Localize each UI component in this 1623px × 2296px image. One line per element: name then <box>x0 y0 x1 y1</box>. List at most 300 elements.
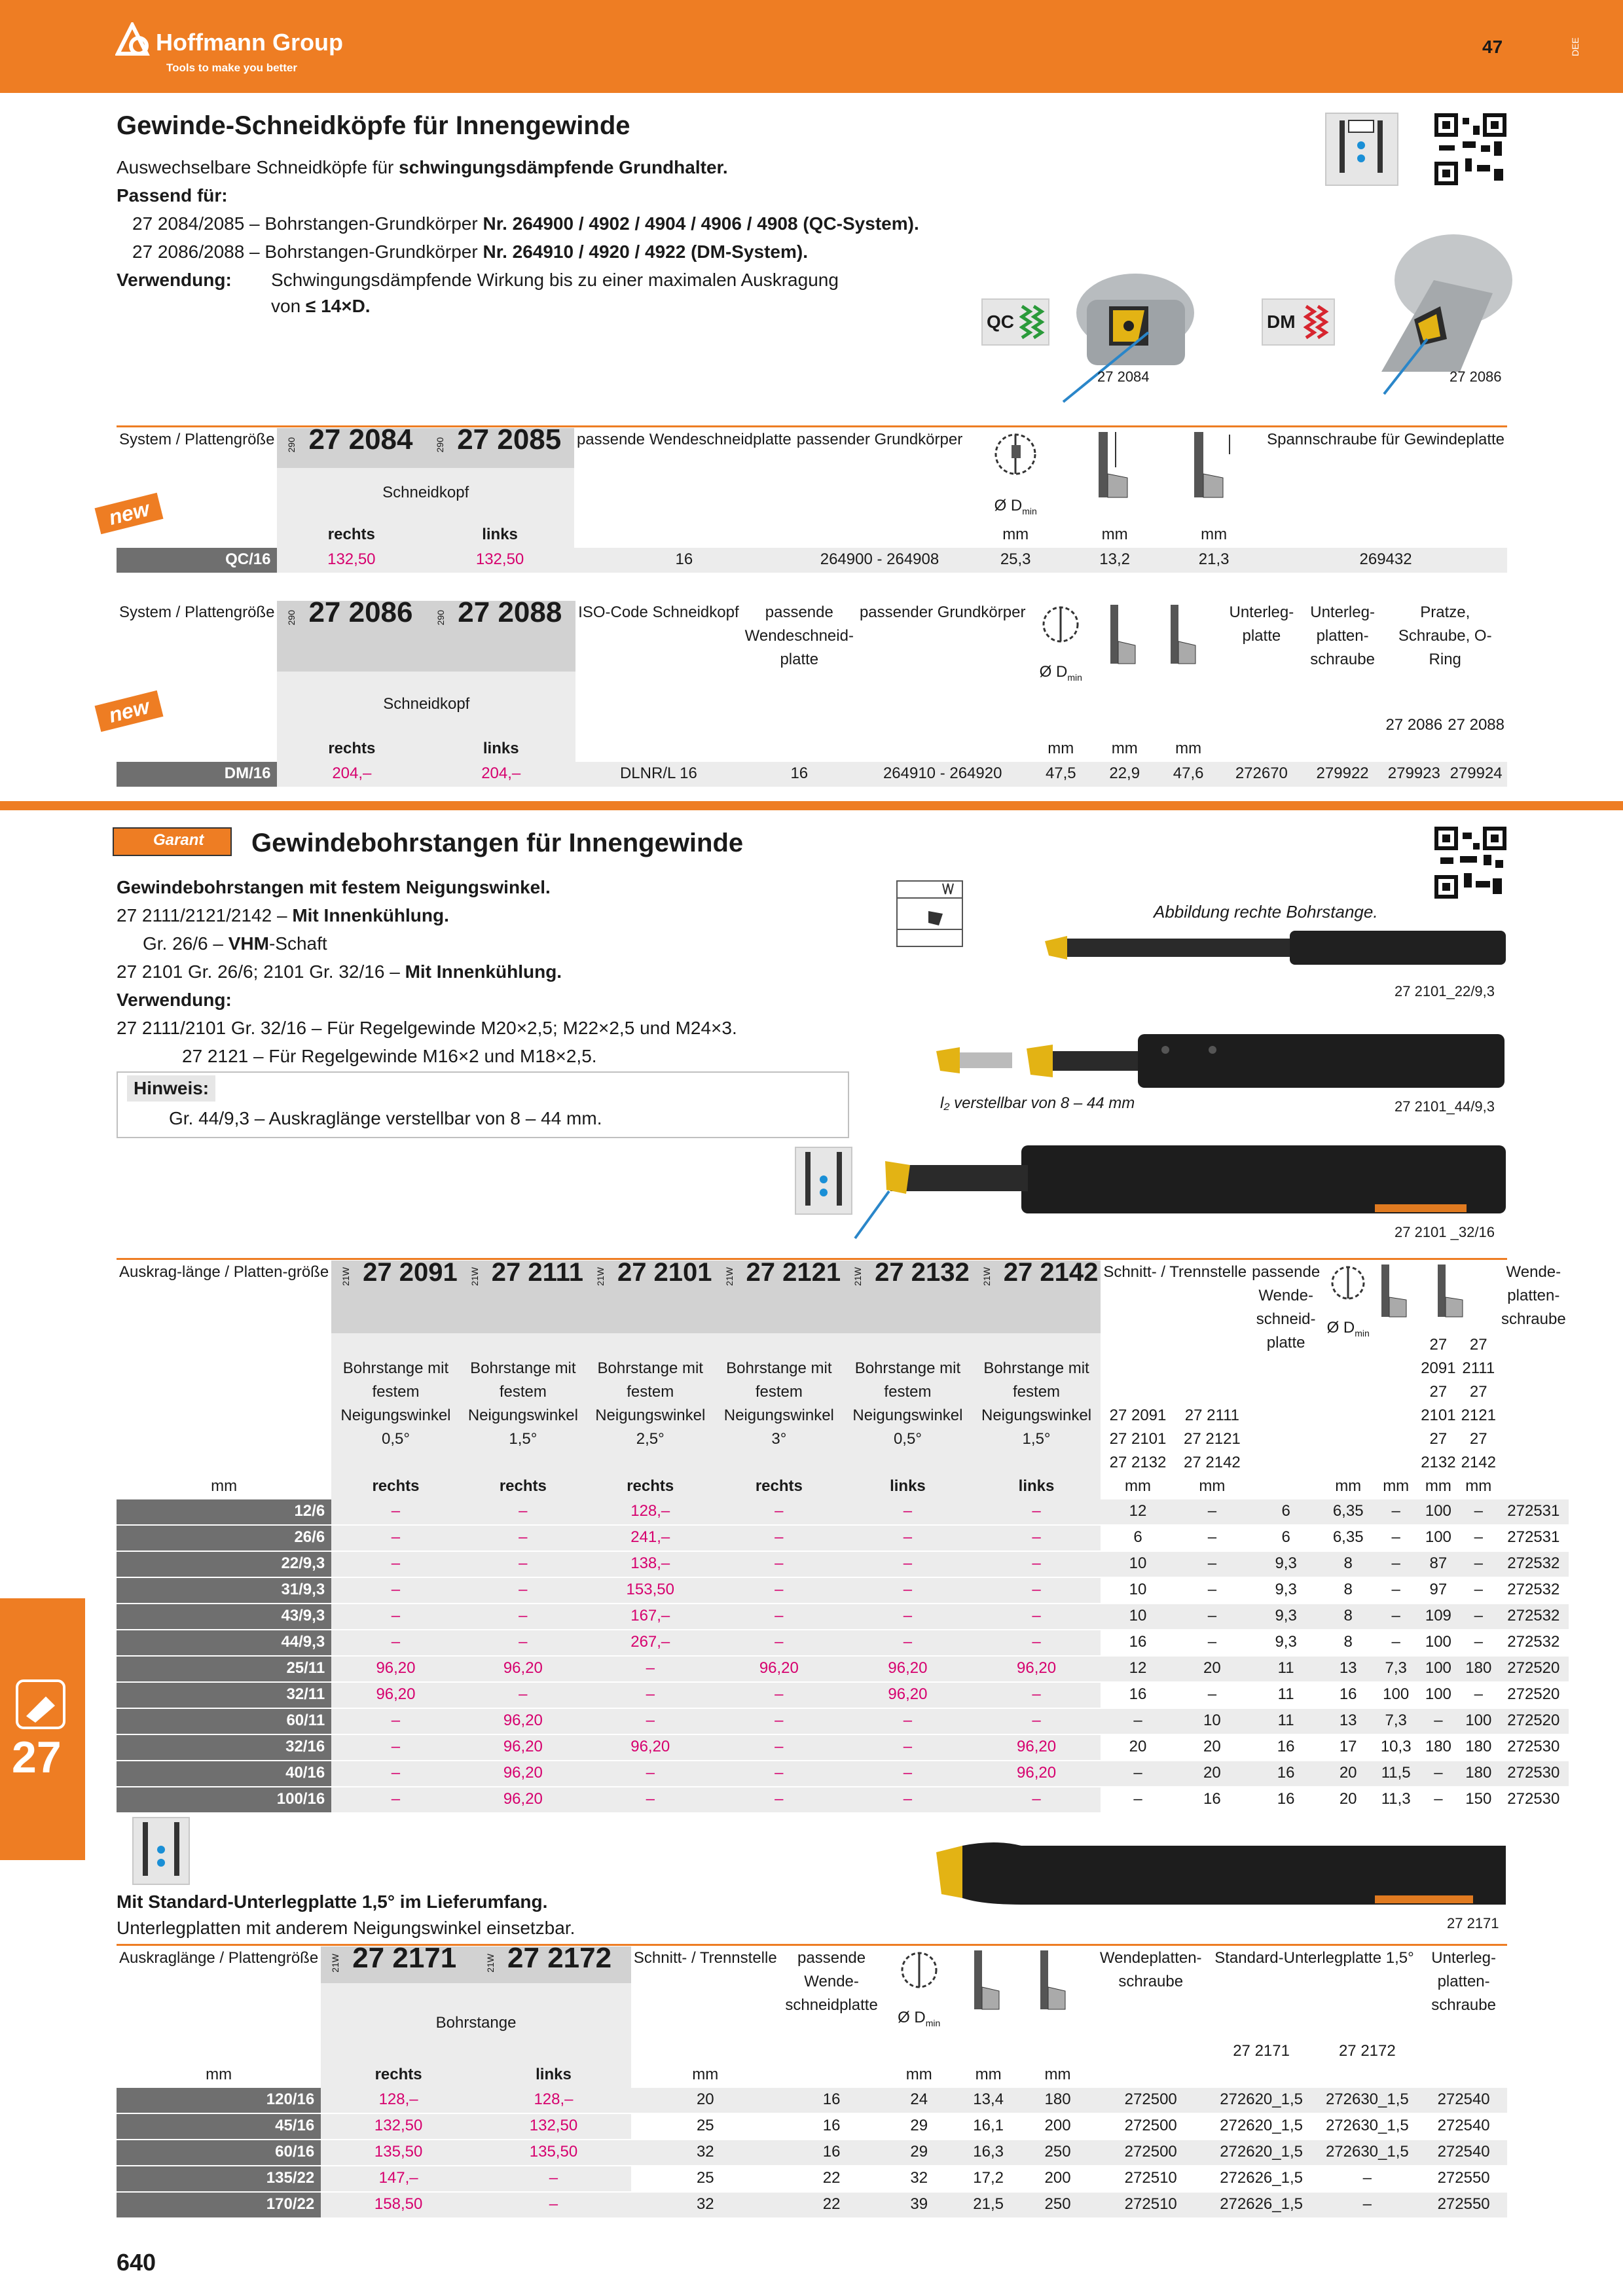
table-cell: 20 <box>1322 1787 1374 1813</box>
table-cell: – <box>1314 2192 1420 2218</box>
table-cell: 16 <box>1175 1787 1249 1813</box>
row-label: 43/9,3 <box>117 1604 331 1630</box>
dim-a-diagram <box>955 1946 1022 2063</box>
unit-mm: mm <box>1175 740 1202 757</box>
section3-divider <box>117 1944 1507 1946</box>
table-cell: 16 <box>780 2113 884 2140</box>
desc-272132: Bohrstange mit festem Neigungswinkel 0,5° <box>843 1333 972 1475</box>
unit-mm: mm <box>1125 1477 1151 1495</box>
table-cell: 100 <box>1418 1682 1458 1708</box>
table-cell: – <box>843 1734 972 1761</box>
table-cell: 12 <box>1101 1499 1175 1525</box>
table-cell: – <box>460 1630 586 1656</box>
image-caption-3: 27 2101 _32/16 <box>1395 1224 1495 1240</box>
art-272132: 21W 27 2132 <box>843 1261 972 1333</box>
unit-mm: mm <box>1048 740 1074 757</box>
table-cell: 272532 <box>1499 1551 1569 1577</box>
col-wps: Wende-platten-schraube <box>1501 1263 1566 1328</box>
table-cell: 180 <box>1459 1734 1499 1761</box>
row-label: 32/16 <box>117 1734 331 1761</box>
table-cell: 128,– <box>476 2088 631 2113</box>
table-cell: 9,3 <box>1249 1551 1322 1577</box>
table-cell: – <box>1314 2166 1420 2192</box>
table-cell: 180 <box>1459 1656 1499 1682</box>
table-cell: – <box>1175 1604 1249 1630</box>
table-cell: – <box>331 1499 460 1525</box>
table-cell: 16 <box>780 2140 884 2166</box>
table-cell: 96,20 <box>460 1708 586 1734</box>
table-cell: 29 <box>884 2140 955 2166</box>
section2-line6: 27 2111/2101 Gr. 32/16 – Für Regelgewinde M20×2,5; M22×2,5 und M24×3. <box>117 1018 737 1038</box>
table-cell: 29 <box>884 2113 955 2140</box>
table-cell: – <box>1374 1525 1418 1551</box>
image-caption-272084: 27 2084 <box>1097 368 1150 385</box>
col-wsp: passende Wendeschneidplatte <box>576 431 792 448</box>
table-row <box>117 2166 1507 2192</box>
rechts-label: rechts <box>277 523 426 548</box>
unit-mm: mm <box>211 1477 238 1495</box>
table-cell: – <box>331 1577 460 1604</box>
table-cell: – <box>331 1787 460 1813</box>
links-label: links <box>476 2063 631 2088</box>
table-cell: – <box>1175 1682 1249 1708</box>
table-cell: – <box>843 1761 972 1787</box>
table-row <box>117 1525 1569 1551</box>
hinweis-label: Hinweis: <box>127 1075 215 1102</box>
art-272091: 21W 27 2091 <box>331 1261 460 1333</box>
unit-mm: mm <box>1044 2066 1071 2083</box>
table-cell: – <box>972 1577 1101 1604</box>
dim-b-diagram <box>1022 1946 1093 2063</box>
rechts-label: rechts <box>321 2063 476 2088</box>
table-cell: 9,3 <box>1249 1604 1322 1630</box>
section1-verwendung-text2: von ≤ 14×D. <box>271 296 371 316</box>
table-cell: 8 <box>1322 1551 1374 1577</box>
table-cell: – <box>972 1708 1101 1734</box>
hand-label: links <box>972 1475 1101 1499</box>
dm-system-badge: DM <box>1262 298 1335 346</box>
col-first: Auskraglänge / Plattengröße <box>119 1949 319 1967</box>
table-cell: – <box>331 1525 460 1551</box>
table-cell: 96,20 <box>460 1761 586 1787</box>
table-cell: 272530 <box>1499 1787 1569 1813</box>
table-cell: – <box>331 1734 460 1761</box>
table-row <box>117 2113 1507 2140</box>
table-row <box>117 1577 1569 1604</box>
table-cutting-heads-dm <box>117 596 1507 788</box>
col-schnitt: Schnitt- / Trennstelle <box>1103 1263 1247 1281</box>
table-cell: – <box>715 1708 844 1734</box>
links-label: links <box>426 523 574 548</box>
table-cell: 16 <box>1249 1734 1322 1761</box>
sub-a1: 27 2091 27 2101 27 2132 <box>1109 1407 1167 1471</box>
table-cell: – <box>715 1787 844 1813</box>
table-cell: – <box>331 1551 460 1577</box>
art-272171: 21W 27 2171 <box>321 1946 476 1983</box>
coolant-icon <box>132 1817 190 1885</box>
image-caption-2: 27 2101_44/9,3 <box>1395 1098 1495 1115</box>
table-cell: 128,– <box>321 2088 476 2113</box>
row-label: 44/9,3 <box>117 1630 331 1656</box>
table-cell: – <box>331 1630 460 1656</box>
table-cell: 20 <box>631 2088 780 2113</box>
table-cell: 272540 <box>1420 2140 1507 2166</box>
table-boring-bars-272171 <box>117 1942 1507 2219</box>
table-cell: 39 <box>884 2192 955 2218</box>
table-cell: 11 <box>1249 1682 1322 1708</box>
table-cell: – <box>715 1551 844 1577</box>
table-cell: 11 <box>1249 1708 1322 1734</box>
brand-tagline: Tools to make you better <box>166 62 297 74</box>
table-cell: – <box>1101 1761 1175 1787</box>
boring-bar-image-1 <box>1041 922 1512 974</box>
table-cell: 100 <box>1418 1656 1458 1682</box>
table-cell: – <box>972 1787 1101 1813</box>
hinweis-box <box>117 1071 849 1138</box>
table-cell: 11,3 <box>1374 1787 1418 1813</box>
table-row <box>117 1551 1569 1577</box>
table-cell: – <box>460 1525 586 1551</box>
table-cell: 8 <box>1322 1604 1374 1630</box>
col-schnitt: Schnitt- / Trennstelle <box>633 1949 777 1967</box>
row-label: 45/16 <box>117 2113 321 2140</box>
section3-line2: Unterlegplatten mit anderem Neigungswinkel einsetzbar. <box>117 1918 575 1938</box>
table-cell: 20 <box>1175 1734 1249 1761</box>
table-cell: – <box>586 1682 715 1708</box>
table-cell: – <box>972 1551 1101 1577</box>
section1-line1: Auswechselbare Schneidköpfe für schwingungsdämpfende Grundhalter. <box>117 157 728 177</box>
dmin-diagram: Ø $D_{min}$ <box>1322 1261 1374 1475</box>
table-row: DM/16 204,– 204,– DLNR/L 16 16 264910 - 264920 47,5 22,9 47,6 272670 279922 279923 279924 <box>117 762 1507 787</box>
table-cell: 272531 <box>1499 1499 1569 1525</box>
table-cell: 96,20 <box>460 1734 586 1761</box>
table-cell: 21,5 <box>955 2192 1022 2218</box>
table-cell: – <box>715 1525 844 1551</box>
table-row <box>117 2088 1507 2113</box>
garant-badge: Garant <box>113 827 232 856</box>
col-wsp: passende Wende-schneid-platte <box>1252 1263 1321 1352</box>
table-cell: 272630_1,5 <box>1314 2088 1420 2113</box>
sub-272172: 27 2172 <box>1338 2042 1396 2060</box>
table-cell: 100 <box>1418 1525 1458 1551</box>
table-cell: 96,20 <box>972 1656 1101 1682</box>
art-272101: 21W 27 2101 <box>586 1261 715 1333</box>
table-row <box>117 1734 1569 1761</box>
table-cell: – <box>476 2166 631 2192</box>
boring-bar-image-2 <box>928 1025 1518 1097</box>
table-cell: – <box>1418 1761 1458 1787</box>
table-cell: 100 <box>1459 1708 1499 1734</box>
desc-272111: Bohrstange mit festem Neigungswinkel 1,5° <box>460 1333 586 1475</box>
section2-line4: 27 2101 Gr. 26/6; 2101 Gr. 32/16 – Mit Innenkühlung. <box>117 961 562 982</box>
row-label: 100/16 <box>117 1787 331 1813</box>
table-cell: 100 <box>1374 1682 1418 1708</box>
hand-label: rechts <box>460 1475 586 1499</box>
table-row <box>117 1499 1569 1525</box>
table-row <box>117 1708 1569 1734</box>
table-cell: 24 <box>884 2088 955 2113</box>
table-cell: – <box>1459 1499 1499 1525</box>
row-label: 26/6 <box>117 1525 331 1551</box>
table-cell: 272500 <box>1093 2113 1209 2140</box>
dim-a-diagram-icon <box>969 1946 1008 2018</box>
image-caption-top: Abbildung rechte Bohrstange. <box>1154 902 1378 922</box>
table-cell: 20 <box>1175 1656 1249 1682</box>
table-cell: 272620_1,5 <box>1209 2113 1315 2140</box>
page-number-top: 47 <box>1482 37 1503 57</box>
row-label: 25/11 <box>117 1656 331 1682</box>
table-cutting-heads-qc <box>117 423 1507 574</box>
art-272088: 290 27 2088 <box>426 601 575 672</box>
section2-line7: 27 2121 – Für Regelgewinde M16×2 und M18×2,5. <box>182 1046 597 1066</box>
coolant-icon <box>795 1147 852 1215</box>
section2-title: Gewindebohrstangen für Innengewinde <box>251 829 744 857</box>
table-cell: 6,35 <box>1322 1525 1374 1551</box>
table-cell: – <box>1374 1604 1418 1630</box>
table-cell: 97 <box>1418 1577 1458 1604</box>
art-272086: 290 27 2086 <box>277 601 426 672</box>
table-cell: 153,50 <box>586 1577 715 1604</box>
table-cell: 272620_1,5 <box>1209 2140 1315 2166</box>
table-cell: 272540 <box>1420 2088 1507 2113</box>
table-cell: 180 <box>1022 2088 1093 2113</box>
chapter-number: 27 <box>12 1732 62 1782</box>
table-cell: – <box>972 1630 1101 1656</box>
table-cell: 6 <box>1249 1499 1322 1525</box>
unit-mm: mm <box>1465 1477 1492 1495</box>
table-cell: – <box>1418 1708 1458 1734</box>
unit-mm: mm <box>1383 1477 1410 1495</box>
table-cell: 96,20 <box>972 1761 1101 1787</box>
row-label: 32/11 <box>117 1682 331 1708</box>
dmin-diagram: Ø $D_{min}$ <box>1028 601 1093 737</box>
table-cell: 17 <box>1322 1734 1374 1761</box>
table-cell: – <box>715 1734 844 1761</box>
table-cell: 272530 <box>1499 1761 1569 1787</box>
table-cell: 16 <box>780 2088 884 2113</box>
table-cell: 272540 <box>1420 2113 1507 2140</box>
art-272084: 290 27 2084 <box>277 428 426 468</box>
table-cell: – <box>586 1761 715 1787</box>
col-wsp: passende Wendeschneid-platte <box>744 603 854 668</box>
table-cell: – <box>843 1604 972 1630</box>
boring-bar-image-272171 <box>917 1826 1512 1924</box>
hand-label: rechts <box>586 1475 715 1499</box>
table-cell: 272520 <box>1499 1682 1569 1708</box>
table-cell: 8 <box>1322 1577 1374 1604</box>
dmin-diagram-icon <box>1325 1261 1371 1309</box>
table-cell: 128,– <box>586 1499 715 1525</box>
table-cell: – <box>1374 1551 1418 1577</box>
row-label: 60/11 <box>117 1708 331 1734</box>
dmin-diagram-icon <box>896 1946 942 1999</box>
sub-272086: 27 2086 <box>1385 716 1443 734</box>
art-272142: 21W 27 2142 <box>972 1261 1101 1333</box>
table-cell: – <box>843 1551 972 1577</box>
table-cell: – <box>1459 1604 1499 1630</box>
table-cell: 20 <box>1101 1734 1175 1761</box>
table-cell: 272630_1,5 <box>1314 2113 1420 2140</box>
table-cell: 272520 <box>1499 1656 1569 1682</box>
unit-mm: mm <box>692 2066 719 2083</box>
table-cell: 138,– <box>586 1551 715 1577</box>
table-cell: – <box>843 1577 972 1604</box>
table-cell: 135,50 <box>321 2140 476 2166</box>
table-cell: – <box>843 1525 972 1551</box>
col-iso: ISO-Code Schneidkopf <box>578 603 739 621</box>
dim-a-diagram-icon <box>1105 601 1144 673</box>
image-caption-1: 27 2101_22/9,3 <box>1395 983 1495 999</box>
art-272172: 21W 27 2172 <box>476 1946 631 1983</box>
section2-line3: Gr. 26/6 – VHM-Schaft <box>143 933 327 954</box>
table-cell: 16 <box>1322 1682 1374 1708</box>
table-row <box>117 1761 1569 1787</box>
table-cell: – <box>1175 1499 1249 1525</box>
hoffmann-logo-icon <box>115 22 152 56</box>
table-cell: – <box>715 1682 844 1708</box>
table-cell: 272532 <box>1499 1577 1569 1604</box>
section1-verwendung-label: Verwendung: <box>117 270 232 290</box>
row-label: 135/22 <box>117 2166 321 2192</box>
table-cell: 7,3 <box>1374 1656 1418 1682</box>
table-cell: 96,20 <box>843 1656 972 1682</box>
dim-b-diagram-icon <box>1188 428 1240 507</box>
dim-a-diagram <box>1374 1261 1418 1475</box>
table-row <box>117 1787 1569 1813</box>
section1-title: Gewinde-Schneidköpfe für Innengewinde <box>117 111 630 140</box>
table-row <box>117 2140 1507 2166</box>
table-cell: – <box>460 1604 586 1630</box>
col-std: Standard-Unterlegplatte 1,5° <box>1214 1949 1414 1967</box>
col-system: System / Plattengröße <box>119 603 275 621</box>
unit-mm: mm <box>975 2066 1002 2083</box>
table-cell: – <box>1459 1525 1499 1551</box>
unit-mm: mm <box>905 2066 932 2083</box>
table-cell: 132,50 <box>476 2113 631 2140</box>
table-cell: 32 <box>884 2166 955 2192</box>
row-label: 60/16 <box>117 2140 321 2166</box>
col-spann: Spannschraube für Gewindeplatte <box>1267 431 1504 448</box>
dim-b-diagram-icon <box>1035 1946 1081 2018</box>
table-cell: – <box>1459 1551 1499 1577</box>
section3-line1: Mit Standard-Unterlegplatte 1,5° im Lieferumfang. <box>117 1892 548 1912</box>
table-cell: 17,2 <box>955 2166 1022 2192</box>
new-badge: new <box>94 691 163 732</box>
art-272085: 290 27 2085 <box>426 428 574 468</box>
art-272111: 21W 27 2111 <box>460 1261 586 1333</box>
col-ups: Unterleg-platten-schraube <box>1431 1949 1496 2014</box>
table-cell: – <box>1374 1499 1418 1525</box>
dim-b-diagram <box>1156 601 1221 737</box>
l2-adjust-caption: l₂ verstellbar von 8 – 44 mm <box>940 1094 1135 1112</box>
table-cell: – <box>715 1761 844 1787</box>
table-cell: – <box>843 1499 972 1525</box>
table-cell: – <box>715 1604 844 1630</box>
table-cell: 25 <box>631 2166 780 2192</box>
table-cell: 272500 <box>1093 2088 1209 2113</box>
table-cell: – <box>843 1787 972 1813</box>
table-cell: 16 <box>1101 1682 1175 1708</box>
table-cell: 272510 <box>1093 2192 1209 2218</box>
table-row <box>117 1604 1569 1630</box>
row-label: 120/16 <box>117 2088 321 2113</box>
table-cell: 96,20 <box>586 1734 715 1761</box>
table-cell: – <box>331 1708 460 1734</box>
unit-mm: mm <box>1199 1477 1226 1495</box>
col-system: System / Plattengröße <box>119 431 275 448</box>
dmin-diagram-icon <box>1038 601 1084 653</box>
section1-passend1: 27 2084/2085 – Bohrstangen-Grundkörper Nr. 264900 / 4902 / 4904 / 4906 / 4908 (QC-System). <box>132 213 919 234</box>
table-cell: 96,20 <box>843 1682 972 1708</box>
table-cell: – <box>843 1630 972 1656</box>
table-cell: 13 <box>1322 1708 1374 1734</box>
table-cell: 180 <box>1418 1734 1458 1761</box>
table-cell: 272500 <box>1093 2140 1209 2166</box>
schneidkopf-label: Schneidkopf <box>277 672 575 737</box>
bohrstange-label: Bohrstange <box>321 1983 631 2063</box>
table-cell: 10,3 <box>1374 1734 1418 1761</box>
table-cell: 6 <box>1249 1525 1322 1551</box>
table-cell: 16 <box>1101 1630 1175 1656</box>
table-cell: – <box>1418 1787 1458 1813</box>
col-first: Auskrag-länge / Platten-größe <box>119 1263 329 1281</box>
col-wsp: passende Wende-schneidplatte <box>785 1949 878 2014</box>
table-cell: 272550 <box>1420 2166 1507 2192</box>
table-cell: 7,3 <box>1374 1708 1418 1734</box>
section1-passend2: 27 2086/2088 – Bohrstangen-Grundkörper Nr. 264910 / 4920 / 4922 (DM-System). <box>132 242 809 262</box>
table-cell: 22 <box>780 2192 884 2218</box>
unit-mm: mm <box>1425 1477 1451 1495</box>
dim-a-diagram-icon <box>1376 1261 1415 1326</box>
dim-a-diagram <box>1066 428 1163 523</box>
section2-verwendung: Verwendung: <box>117 990 232 1010</box>
table-cell: 272532 <box>1499 1604 1569 1630</box>
dim-b-diagram <box>1163 428 1264 523</box>
row-label: 170/22 <box>117 2192 321 2218</box>
unit-mm: mm <box>1002 525 1029 543</box>
table-cell: – <box>586 1708 715 1734</box>
table-cell: 10 <box>1101 1551 1175 1577</box>
dim-a-diagram <box>1093 601 1156 737</box>
table-cell: – <box>1459 1630 1499 1656</box>
section2-line1: Gewindebohrstangen mit festem Neigungswinkel. <box>117 877 551 897</box>
table-cell: 32 <box>631 2192 780 2218</box>
table-cell: – <box>715 1577 844 1604</box>
sub-272171: 27 2171 <box>1233 2042 1290 2060</box>
table-cell: – <box>715 1630 844 1656</box>
table-cell: – <box>460 1551 586 1577</box>
table-cell: 272620_1,5 <box>1209 2088 1315 2113</box>
qc-system-badge: QC <box>981 298 1049 346</box>
table-cell: 132,50 <box>321 2113 476 2140</box>
table-cell: 272510 <box>1093 2166 1209 2192</box>
unit-mm: mm <box>206 2066 232 2083</box>
table-cell: – <box>460 1499 586 1525</box>
table-cell: 10 <box>1101 1577 1175 1604</box>
section-divider <box>0 801 1623 810</box>
unit-mm: mm <box>1201 525 1228 543</box>
col-up: Unterleg-platte <box>1229 603 1294 645</box>
table-cell: – <box>586 1787 715 1813</box>
sub-a2: 27 2111 27 2121 27 2142 <box>1184 1407 1241 1471</box>
table-cell: – <box>972 1525 1101 1551</box>
table-cell: 109 <box>1418 1604 1458 1630</box>
sub-b1: 27 2091 27 2101 27 2132 <box>1421 1336 1456 1471</box>
page-header <box>0 0 1623 93</box>
table-cell: 272630_1,5 <box>1314 2140 1420 2166</box>
table-cell: 200 <box>1022 2166 1093 2192</box>
lang-code: DEE <box>1570 37 1580 56</box>
